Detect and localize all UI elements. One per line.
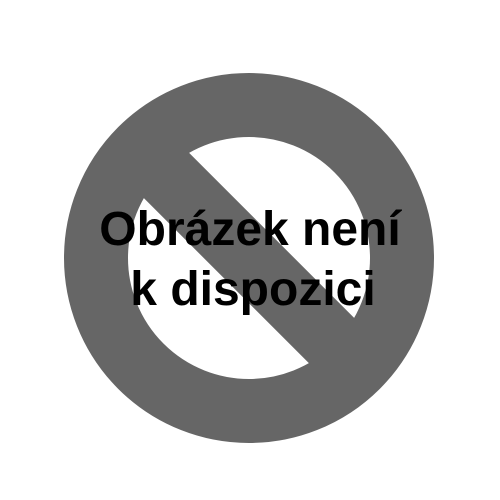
message-line-1: Obrázek není xyxy=(99,203,401,256)
message-line-2: k dispozici xyxy=(130,263,376,316)
unavailable-message xyxy=(0,200,500,320)
